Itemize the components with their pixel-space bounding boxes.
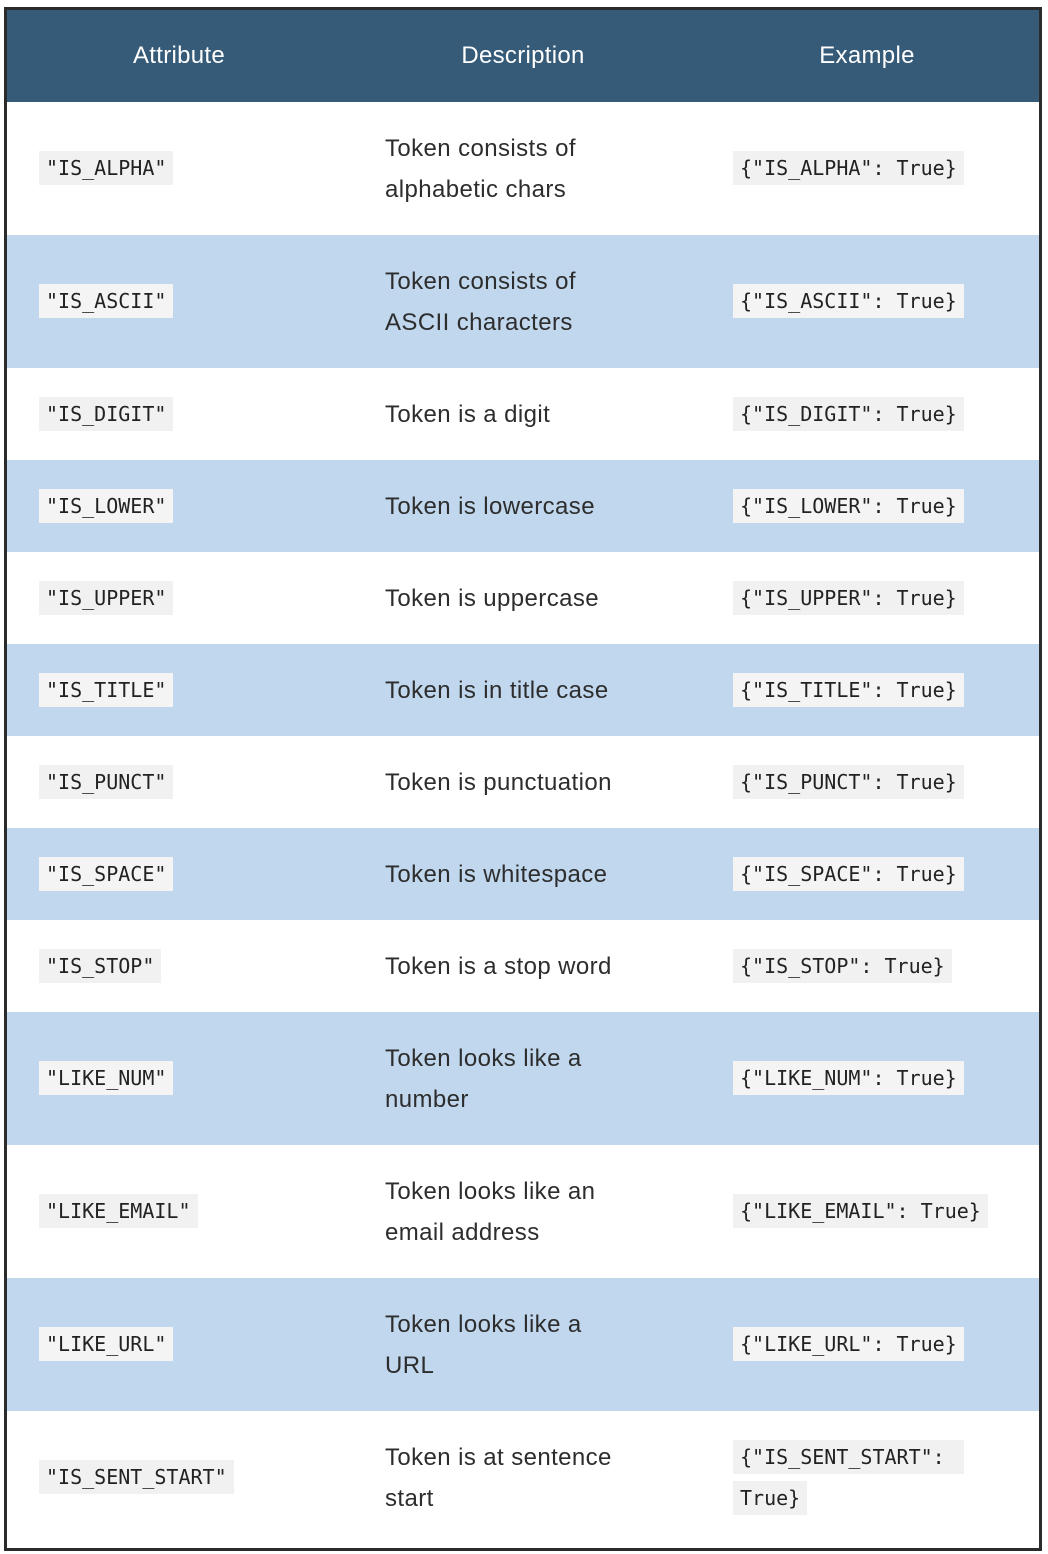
attribute-code: "IS_ALPHA" [39,151,173,185]
attribute-cell [7,1012,351,1145]
table-row [7,235,1039,368]
attribute-code: "IS_SENT_START" [39,1460,234,1494]
description-cell: Token is whitespace [351,828,695,920]
example-code: {"LIKE_NUM": True} [733,1061,964,1095]
example-code: {"IS_ALPHA": True} [733,151,964,185]
example-code: {"IS_TITLE": True} [733,673,964,707]
attribute-code: "IS_STOP" [39,949,161,983]
attribute-code: "LIKE_URL" [39,1327,173,1361]
description-cell: Token looks like an email address [351,1145,695,1278]
attribute-cell [7,460,351,552]
table-row [7,102,1039,235]
attribute-cell [7,920,351,1012]
header-example: Example [695,10,1039,102]
example-cell [695,102,1039,235]
description-cell: Token is punctuation [351,736,695,828]
attribute-code: "IS_SPACE" [39,857,173,891]
table-row [7,644,1039,736]
attribute-cell [7,1278,351,1411]
attribute-code: "IS_TITLE" [39,673,173,707]
example-code: {"IS_DIGIT": True} [733,397,964,431]
attribute-code: "IS_ASCII" [39,284,173,318]
example-cell [695,1145,1039,1278]
attribute-code: "IS_UPPER" [39,581,173,615]
table-row [7,1012,1039,1145]
example-code: {"IS_STOP": True} [733,949,952,983]
attribute-code: "IS_LOWER" [39,489,173,523]
example-code: {"IS_SENT_START": True} [733,1440,964,1515]
example-code: {"IS_ASCII": True} [733,284,964,318]
token-attributes-table [7,10,1039,1544]
example-code: {"IS_SPACE": True} [733,857,964,891]
header-attribute: Attribute [7,10,351,102]
description-cell: Token is a digit [351,368,695,460]
table-row [7,920,1039,1012]
description-cell: Token consists of ASCII characters [351,235,695,368]
attribute-code: "LIKE_EMAIL" [39,1194,198,1228]
table-row [7,1145,1039,1278]
example-code: {"LIKE_URL": True} [733,1327,964,1361]
attribute-cell [7,235,351,368]
description-cell: Token is in title case [351,644,695,736]
table-row [7,828,1039,920]
description-cell: Token is at sentence start [351,1411,695,1544]
example-cell [695,1012,1039,1145]
example-cell [695,1278,1039,1411]
header-description: Description [351,10,695,102]
table-row [7,1278,1039,1411]
example-cell [695,828,1039,920]
description-cell: Token is lowercase [351,460,695,552]
attribute-cell [7,1145,351,1278]
attribute-cell [7,552,351,644]
attribute-cell [7,644,351,736]
example-code: {"IS_UPPER": True} [733,581,964,615]
example-cell [695,736,1039,828]
attribute-cell [7,368,351,460]
example-cell [695,920,1039,1012]
attribute-cell [7,736,351,828]
example-code: {"LIKE_EMAIL": True} [733,1194,988,1228]
description-cell: Token looks like a URL [351,1278,695,1411]
table-row [7,460,1039,552]
attribute-cell [7,102,351,235]
attribute-code: "IS_DIGIT" [39,397,173,431]
example-cell [695,644,1039,736]
table-row [7,368,1039,460]
example-cell [695,235,1039,368]
table-header-row [7,10,1039,102]
attribute-code: "LIKE_NUM" [39,1061,173,1095]
example-code: {"IS_PUNCT": True} [733,765,964,799]
token-attributes-table-frame [4,7,1042,1551]
table-row [7,1411,1039,1544]
description-cell: Token is uppercase [351,552,695,644]
description-cell: Token consists of alphabetic chars [351,102,695,235]
attribute-cell [7,828,351,920]
table-row [7,736,1039,828]
example-cell [695,552,1039,644]
description-cell: Token looks like a number [351,1012,695,1145]
description-cell: Token is a stop word [351,920,695,1012]
attribute-code: "IS_PUNCT" [39,765,173,799]
example-code: {"IS_LOWER": True} [733,489,964,523]
attribute-cell [7,1411,351,1544]
example-cell [695,368,1039,460]
table-row [7,552,1039,644]
example-cell [695,1411,1039,1544]
example-cell [695,460,1039,552]
